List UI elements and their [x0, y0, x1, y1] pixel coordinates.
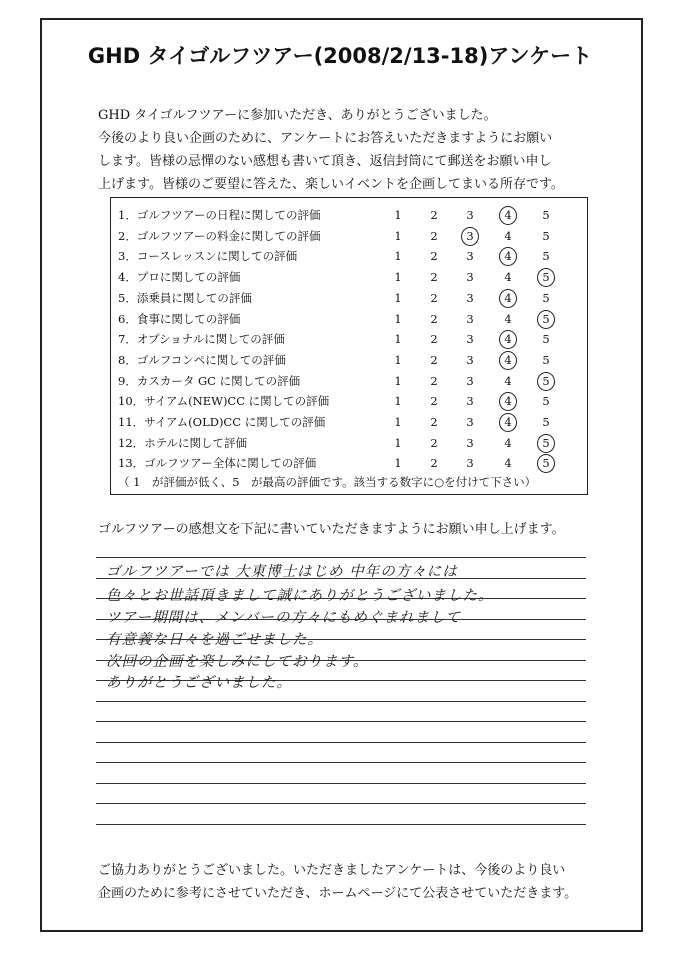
question-row: [118, 267, 588, 287]
score-option[interactable]: 5: [542, 290, 550, 305]
score-option[interactable]: 1: [394, 435, 402, 450]
score-option[interactable]: 3: [466, 352, 474, 367]
question-row: [118, 412, 588, 432]
score-option[interactable]: 3: [466, 311, 474, 326]
selected-score[interactable]: 4: [498, 329, 518, 349]
question-row: [118, 329, 588, 349]
question-label: 6．食事に関しての評価: [118, 311, 241, 326]
score-option[interactable]: 5: [542, 394, 550, 409]
score-option[interactable]: 2: [430, 270, 438, 285]
selected-score[interactable]: 4: [498, 391, 518, 411]
score-option[interactable]: 3: [466, 415, 474, 429]
selected-score[interactable]: 4: [498, 350, 518, 370]
score-option[interactable]: 4: [504, 456, 512, 471]
score-option[interactable]: 3: [466, 208, 474, 222]
question-label: 9．カスカータ GC に関しての評価: [118, 373, 301, 388]
closing-line: 企画のために参考にさせていただき、ホームページにて公表させていただきます。: [98, 886, 578, 901]
score-option[interactable]: 3: [466, 456, 474, 471]
question-label: 1．ゴルフツアーの日程に関しての評価: [118, 208, 321, 222]
question-label: 2．ゴルフツアーの料金に関しての評価: [118, 228, 321, 243]
score-option[interactable]: 2: [430, 394, 438, 409]
handwritten-line: ゴルフツアーでは 大東博士はじめ 中年の方々には: [106, 564, 458, 580]
score-option[interactable]: 3: [466, 373, 474, 388]
comment-rule-line: [96, 762, 586, 763]
score-option[interactable]: 2: [430, 415, 438, 429]
handwritten-line: ツアー期間は、メンバーの方々にもめぐまれまして: [106, 610, 462, 626]
score-option[interactable]: 1: [394, 270, 402, 285]
score-option[interactable]: 2: [430, 435, 438, 450]
question-row: [118, 309, 588, 329]
score-option[interactable]: 1: [394, 456, 402, 471]
comment-rule-line: [96, 824, 586, 825]
score-option[interactable]: 3: [466, 435, 474, 450]
score-option[interactable]: 3: [466, 394, 474, 409]
question-row: [118, 205, 588, 225]
score-option[interactable]: 1: [394, 373, 402, 388]
score-option[interactable]: 1: [394, 415, 402, 429]
score-option[interactable]: 1: [394, 332, 402, 347]
intro-line: します。皆様の忌憚のない感想も書いて頂き、返信封筒にて郵送をお願い申し: [98, 154, 552, 169]
score-option[interactable]: 4: [504, 311, 512, 326]
question-row: [118, 391, 588, 411]
score-option[interactable]: 3: [466, 249, 474, 264]
intro-text: [98, 104, 598, 196]
comment-rule-line: [96, 701, 586, 702]
handwritten-line: 有意義な日々を過ごせました。: [106, 632, 323, 648]
score-option[interactable]: 1: [394, 311, 402, 326]
question-label: 12．ホテルに関して評価: [118, 435, 248, 450]
selected-score[interactable]: 5: [536, 309, 556, 329]
score-option[interactable]: 1: [394, 290, 402, 305]
score-option[interactable]: 1: [394, 394, 402, 409]
rating-instruction: （ 1 が評価が低く、5 が最高の評価です。該当する数字に○を付けて下さい）: [118, 475, 537, 489]
score-option[interactable]: 5: [542, 332, 550, 347]
question-label: 10．サイアム(NEW)CC に関しての評価: [118, 394, 330, 409]
score-option[interactable]: 1: [394, 249, 402, 264]
selected-score[interactable]: 3: [460, 226, 480, 246]
question-row: [118, 371, 588, 391]
score-option[interactable]: 2: [430, 228, 438, 243]
selected-score[interactable]: 5: [536, 371, 556, 391]
score-option[interactable]: 1: [394, 352, 402, 367]
intro-line: 今後のより良い企画のために、アンケートにお答えいただきますようにお願い: [98, 131, 553, 146]
score-option[interactable]: 1: [394, 208, 402, 222]
score-option[interactable]: 4: [504, 435, 512, 450]
score-option[interactable]: 2: [430, 311, 438, 326]
handwritten-line: 次回の企画を楽しみにしております。: [106, 654, 369, 670]
selected-score[interactable]: 4: [498, 205, 518, 225]
comment-rule-line: [96, 742, 586, 743]
question-row: [118, 246, 588, 266]
score-option[interactable]: 3: [466, 270, 474, 285]
question-label: 13．ゴルフツアー全体に関しての評価: [118, 456, 317, 471]
question-row: [118, 288, 588, 308]
page-title: GHD タイゴルフツアー(2008/2/13-18)アンケート: [87, 44, 593, 68]
intro-line: GHD タイゴルフツアーに参加いただき、ありがとうございました。: [98, 108, 497, 123]
score-option[interactable]: 2: [430, 373, 438, 388]
comment-prompt: ゴルフツアーの感想文を下記に書いていただきますようにお願い申し上げます。: [98, 522, 565, 537]
score-option[interactable]: 2: [430, 208, 438, 222]
handwritten-line: 色々とお世話頂きまして誠にありがとうございました。: [106, 588, 494, 604]
comment-rule-line: [96, 557, 586, 558]
comment-rule-line: [96, 783, 586, 784]
selected-score[interactable]: 4: [498, 412, 518, 432]
question-label: 7．オプショナルに関しての評価: [118, 332, 285, 347]
question-row: [118, 453, 588, 473]
score-option[interactable]: 4: [504, 228, 512, 243]
selected-score[interactable]: 5: [536, 267, 556, 287]
closing-text: [98, 859, 577, 905]
score-option[interactable]: 2: [430, 352, 438, 367]
question-label: 5．添乗員に関しての評価: [118, 290, 252, 305]
score-option[interactable]: 5: [542, 228, 550, 243]
score-option[interactable]: 2: [430, 290, 438, 305]
intro-line: 上げます。皆様のご要望に答えた、楽しいイベントを企画してまいる所存です。: [98, 177, 564, 192]
score-option[interactable]: 5: [542, 352, 550, 367]
selected-score[interactable]: 4: [498, 246, 518, 266]
score-option[interactable]: 3: [466, 290, 474, 305]
question-row: [118, 433, 588, 453]
score-option[interactable]: 4: [504, 373, 512, 388]
question-label: 3．コースレッスンに関しての評価: [118, 249, 298, 264]
score-option[interactable]: 4: [504, 270, 512, 285]
comment-rule-line: [96, 803, 586, 804]
comment-rule-line: [96, 721, 586, 722]
score-option[interactable]: 2: [430, 249, 438, 264]
score-option[interactable]: 2: [430, 456, 438, 471]
selected-score[interactable]: 5: [536, 453, 556, 473]
score-option[interactable]: 5: [542, 415, 550, 429]
selected-score[interactable]: 5: [536, 433, 556, 453]
question-label: 11．サイアム(OLD)CC に関しての評価: [118, 415, 326, 429]
score-option[interactable]: 2: [430, 332, 438, 347]
closing-line: ご協力ありがとうございました。いただきましたアンケートは、今後のより良い: [98, 863, 566, 878]
score-option[interactable]: 5: [542, 249, 550, 264]
score-option[interactable]: 5: [542, 208, 550, 222]
question-row: [118, 226, 588, 246]
handwritten-line: ありがとうございました。: [106, 675, 292, 691]
score-option[interactable]: 1: [394, 228, 402, 243]
question-label: 4．プロに関しての評価: [118, 270, 241, 285]
score-option[interactable]: 3: [466, 332, 474, 347]
question-row: [118, 350, 588, 370]
question-label: 8．ゴルフコンペに関しての評価: [118, 352, 286, 367]
selected-score[interactable]: 4: [498, 288, 518, 308]
